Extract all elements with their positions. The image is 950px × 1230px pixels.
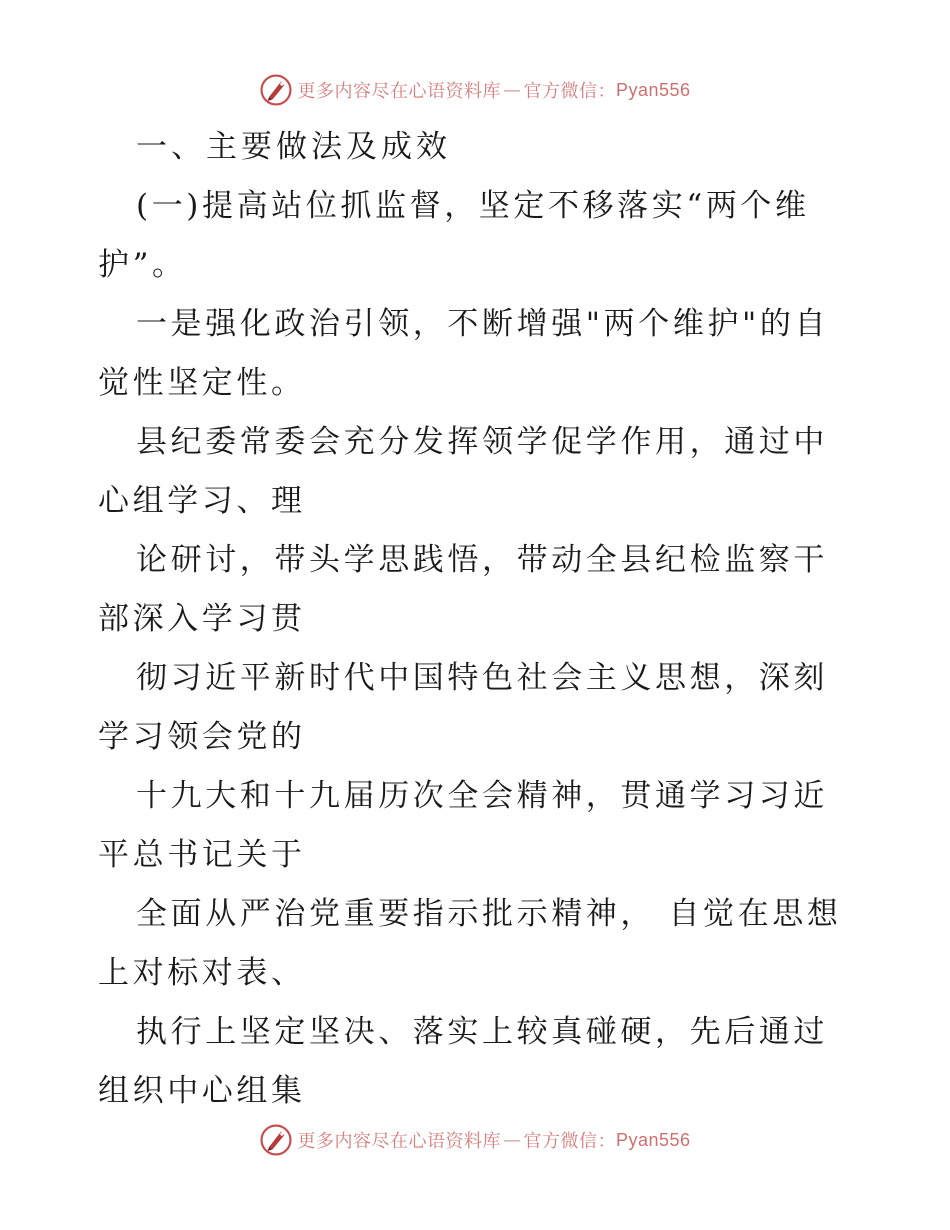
pen-nib-logo-icon <box>259 73 293 107</box>
watermark-contact-label: 官方微信： <box>523 81 616 102</box>
watermark-site-text: 更多内容尽在心语资料库 <box>297 81 501 102</box>
body-paragraph: 县纪委常委会充分发挥领学促学作用，通过中心组学习、理 <box>98 424 828 519</box>
watermark-contact-label: 官方微信： <box>523 1131 616 1152</box>
header-watermark <box>0 70 950 110</box>
body-paragraph: 彻习近平新时代中国特色社会主义思想，深刻学习领会党的 <box>98 660 828 755</box>
body-paragraph: 十九大和十九届历次全会精神，贯通学习习近平总书记关于 <box>98 778 828 873</box>
body-paragraph: 全面从严治党重要指示批示精神， 自觉在思想上对标对表、 <box>98 896 842 991</box>
pen-nib-logo-icon <box>259 1123 293 1157</box>
subsection-heading: (一)提高站位抓监督，坚定不移落实“两个维护”。 <box>98 188 810 283</box>
body-paragraph: 论研讨，带头学思践悟，带动全县纪检监察干部深入学习贯 <box>98 542 828 637</box>
section-heading: 一、主要做法及成效 <box>136 129 451 165</box>
watermark-contact-id: Pyan556 <box>615 79 691 100</box>
document-body <box>98 118 858 1121</box>
body-paragraph: 一是强化政治引领，不断增强"两个维护"的自觉性坚定性。 <box>98 306 830 401</box>
watermark-separator: — <box>502 79 522 101</box>
watermark-site-text: 更多内容尽在心语资料库 <box>297 1131 501 1152</box>
watermark-separator: — <box>502 1129 522 1151</box>
footer-watermark <box>0 1120 950 1160</box>
body-paragraph: 执行上坚定坚决、落实上较真碰硬，先后通过组织中心组集 <box>98 1014 828 1109</box>
watermark-contact-id: Pyan556 <box>615 1129 691 1150</box>
